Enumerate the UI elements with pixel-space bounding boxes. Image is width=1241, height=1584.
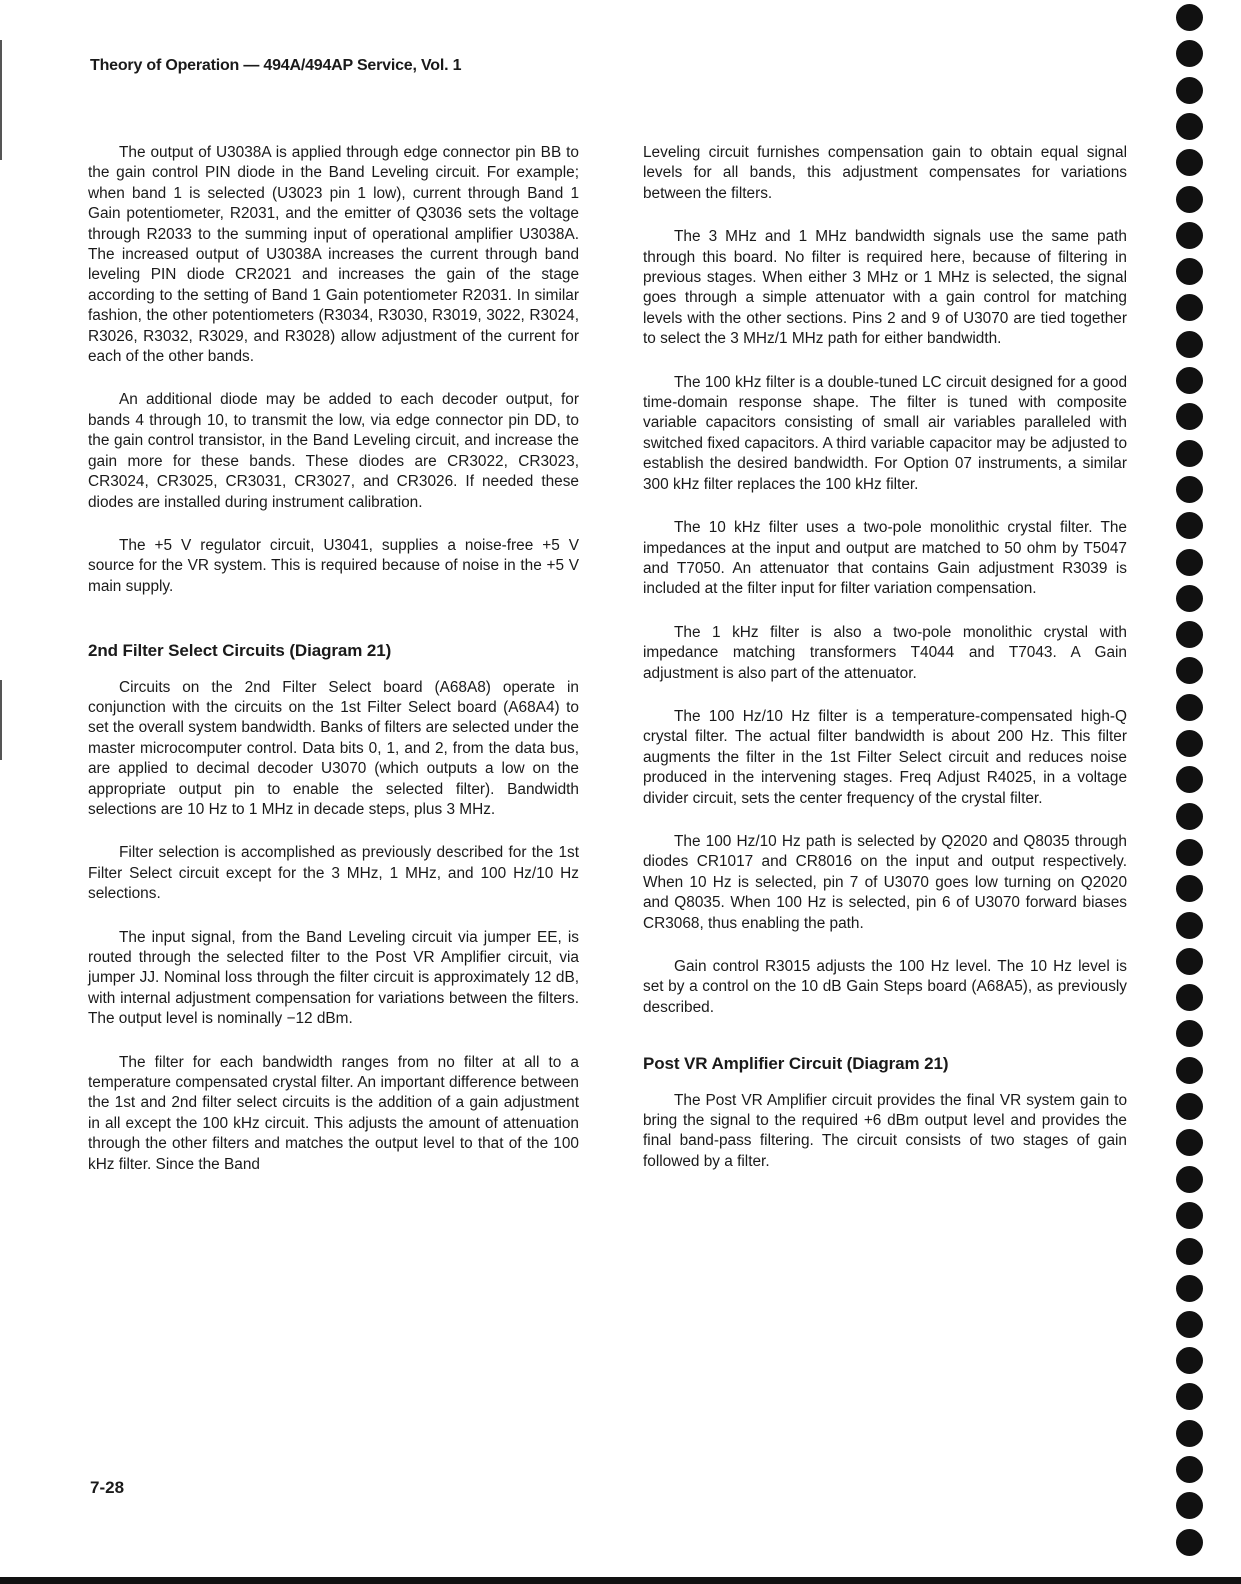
punch-hole: [1176, 1020, 1203, 1047]
punch-hole: [1176, 1093, 1203, 1120]
page-number: 7-28: [90, 1478, 125, 1497]
section-heading: 2nd Filter Select Circuits (Diagram 21): [88, 641, 392, 661]
scan-bottom-border: [0, 1577, 1241, 1584]
punch-hole: [1176, 367, 1203, 394]
punch-hole: [1176, 331, 1203, 358]
punch-hole: [1176, 912, 1203, 939]
punch-hole: [1176, 1129, 1203, 1156]
paragraph: The input signal, from the Band Leveling circuit via jumper EE, is routed through the selected filter to the Post VR Amplifier circuit, via jumper JJ. Nominal loss through the filter circuit is approximately 12 dB, with internal adjustment compensation for variations between the filters. The output level is nominally −12 dBm.: [88, 928, 579, 1028]
punch-hole: [1176, 1166, 1203, 1193]
punch-hole: [1176, 585, 1203, 612]
paragraph: An additional diode may be added to each decoder output, for bands 4 through 10, to transmit the low, via edge connector pin DD, to the gain control transistor, in the Band Leveling circuit, and increase the gain more for these bands. These diodes are CR3022, CR3023, CR3024, CR3025, CR3031, CR3027, and CR3026. If needed these diodes are installed during instrument calibration.: [88, 391, 579, 511]
paragraph: The 100 kHz filter is a double-tuned LC circuit designed for a good time-domain response shape. The filter is tuned with composite variable capacitors consisting of small air variables paralleled with switched fixed capacitors. A third variable capacitor may be adjusted to establish the desired bandwidth. For Option 07 instruments, a similar 300 kHz filter replaces the 100 kHz filter.: [643, 373, 1127, 493]
punch-hole: [1176, 222, 1203, 249]
paragraph: The Post VR Amplifier circuit provides the final VR system gain to bring the signal to the required +6 dBm output level and provides the final band-pass filtering. The circuit consists of two stages of gain followed by a filter.: [643, 1091, 1127, 1170]
paragraph: The 10 kHz filter uses a two-pole monolithic crystal filter. The impedances at the input and output are matched to 50 ohm by T5047 and T7050. An attenuator that contains Gain adjustment R3039 is included at the filter input for filter variation compensation.: [643, 519, 1127, 598]
punch-hole: [1176, 839, 1203, 866]
right-column: [643, 143, 1127, 1195]
punch-hole: [1176, 186, 1203, 213]
paragraph: The output of U3038A is applied through edge connector pin BB to the gain control PIN diode in the Band Leveling circuit. For example; when band 1 is selected (U3023 pin 1 low), current through Band 1 Gain potentiometer, R2031, and the emitter of Q3036 sets the voltage through R2033 to the summing input of operational amplifier U3038A. The increased output of U3038A increases the current through band leveling PIN diode CR2021 and increases the gain of the stage according to the setting of Band 1 Gain potentiometer R2031. In similar fashion, the other potentiometers (R3034, R3030, R3019, 3022, R3024, R3026, R3032, R3029, and R3028) allow adjustment of the current for each of the other bands.: [88, 144, 579, 366]
punch-hole: [1176, 1275, 1203, 1302]
punch-hole: [1176, 621, 1203, 648]
section-heading: Post VR Amplifier Circuit (Diagram 21): [643, 1054, 949, 1074]
punch-hole: [1176, 476, 1203, 503]
paragraph: The 100 Hz/10 Hz path is selected by Q2020 and Q8035 through diodes CR1017 and CR8016 on the input and output respectively. When 10 Hz is selected, pin 7 of U3070 goes low turning on Q2020 and Q8035. When 100 Hz is selected, pin 6 of U3070 forward biases CR3068, thus enabling the path.: [643, 832, 1127, 932]
paragraph: The 3 MHz and 1 MHz bandwidth signals use the same path through this board. No filter is required here, because of filtering in previous stages. When either 3 MHz or 1 MHz is selected, the signal goes through a simple attenuator with a gain control for matching levels with the other sections. Pins 2 and 9 of U3070 are tied together to select the 3 MHz/1 MHz path for either bandwidth.: [643, 228, 1127, 348]
punch-hole: [1176, 694, 1203, 721]
punch-hole: [1176, 440, 1203, 467]
punch-hole: [1176, 1238, 1203, 1265]
punch-hole: [1176, 1202, 1203, 1229]
punch-hole: [1176, 4, 1203, 31]
punch-hole: [1176, 1420, 1203, 1447]
punch-hole: [1176, 803, 1203, 830]
punch-hole: [1176, 1383, 1203, 1410]
scan-edge-mark: [0, 680, 2, 760]
punch-hole: [1176, 40, 1203, 67]
punch-hole: [1176, 403, 1203, 430]
paragraph: Gain control R3015 adjusts the 100 Hz level. The 10 Hz level is set by a control on the 10 dB Gain Steps board (A68A5), as previously described.: [643, 958, 1127, 1016]
paragraph: The +5 V regulator circuit, U3041, supplies a noise-free +5 V source for the VR system. This is required because of noise in the +5 V main supply.: [88, 536, 579, 595]
punch-hole: [1176, 766, 1203, 793]
punch-hole: [1176, 258, 1203, 285]
scan-edge-mark: [0, 40, 2, 160]
punch-hole: [1176, 1311, 1203, 1338]
running-header: Theory of Operation — 494A/494AP Service, Vol. 1: [90, 57, 462, 74]
punch-hole: [1176, 77, 1203, 104]
punch-hole: [1176, 149, 1203, 176]
paragraph: Circuits on the 2nd Filter Select board (A68A8) operate in conjunction with the circuits on the 1st Filter Select board (A68A4) to set the overall system bandwidth. Banks of filters are selected under the master microcomputer control. Data bits 0, 1, and 2, from the data bus, are applied to decimal decoder U3070 (which outputs a low on the appropriate output pin to enable the selected filter). Bandwidth selections are 10 Hz to 1 MHz in decade steps, plus 3 MHz.: [88, 678, 579, 818]
punch-hole: [1176, 984, 1203, 1011]
binder-punch-holes: [1176, 0, 1216, 1584]
punch-hole: [1176, 549, 1203, 576]
punch-hole: [1176, 730, 1203, 757]
punch-hole: [1176, 512, 1203, 539]
paragraph-continued: Leveling circuit furnishes compensation gain to obtain equal signal levels for all bands, this adjustment compensates for variations between the filters.: [643, 144, 1127, 202]
paragraph: Filter selection is accomplished as previously described for the 1st Filter Select circuit except for the 3 MHz, 1 MHz, and 100 Hz/10 Hz selections.: [88, 844, 579, 903]
punch-hole: [1176, 1347, 1203, 1374]
punch-hole: [1176, 875, 1203, 902]
paragraph: The filter for each bandwidth ranges from no filter at all to a temperature compensated crystal filter. An important difference between the 1st and 2nd filter select circuits is the addition of a gain adjustment in all except the 100 kHz circuit. This adjusts the amount of attenuation through the other filters and matches the output level to that of the 100 kHz filter. Since the Band: [88, 1053, 579, 1173]
paragraph: The 1 kHz filter is also a two-pole monolithic crystal with impedance matching transformers T4044 and T7043. A Gain adjustment is also part of the attenuator.: [643, 623, 1127, 682]
punch-hole: [1176, 1057, 1203, 1084]
punch-hole: [1176, 1529, 1203, 1556]
punch-hole: [1176, 657, 1203, 684]
left-column: [88, 143, 579, 1198]
punch-hole: [1176, 1492, 1203, 1519]
punch-hole: [1176, 948, 1203, 975]
punch-hole: [1176, 1456, 1203, 1483]
punch-hole: [1176, 294, 1203, 321]
paragraph: The 100 Hz/10 Hz filter is a temperature-compensated high-Q crystal filter. The actual filter bandwidth is about 200 Hz. This filter augments the filter in the 1st Filter Select circuit and reduces noise produced in the intervening stages. Freq Adjust R4025, in a voltage divider circuit, sets the center frequency of the crystal filter.: [643, 707, 1127, 807]
punch-hole: [1176, 113, 1203, 140]
